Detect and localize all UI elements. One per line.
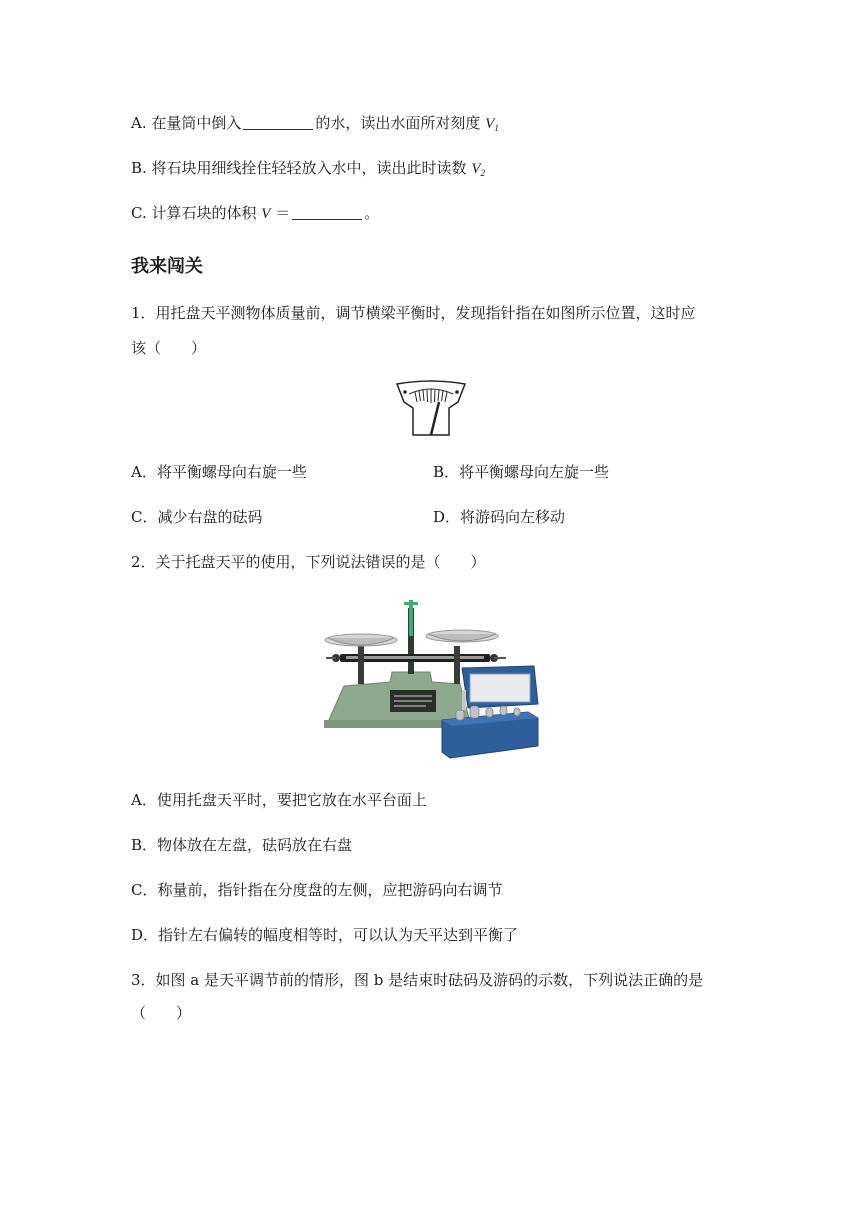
q1-option-d: D．将游码向左移动 <box>433 508 566 526</box>
q2-option-c: C．称量前，指针指在分度盘的左侧，应把游码向右调节 <box>131 881 503 899</box>
intro-line-a <box>131 113 499 138</box>
intro-c-prefix: C. 计算石块的体积 <box>131 204 262 222</box>
var-v: V <box>261 206 271 222</box>
q2-option-d: D．指针左右偏转的幅度相等时，可以认为天平达到平衡了 <box>131 926 519 944</box>
var-v: V <box>485 116 495 132</box>
answer-blank <box>292 205 362 220</box>
answer-blank <box>243 115 313 130</box>
intro-line-c <box>131 203 379 224</box>
subscript: 1 <box>494 123 499 133</box>
q1-option-b: B．将平衡螺母向左旋一些 <box>433 463 610 481</box>
q3-stem-line1: 3．如图 a 是天平调节前的情形，图 b 是结束时砝码及游码的示数，下列说法正确的是 <box>131 971 704 989</box>
q1-option-a: A．将平衡螺母向右旋一些 <box>131 463 307 481</box>
intro-line-b <box>131 158 485 183</box>
intro-c-end: 。 <box>364 204 380 222</box>
q2-option-b: B．物体放在左盘，砝码放在右盘 <box>131 836 353 854</box>
q1-option-c: C．减少右盘的砝码 <box>131 508 263 526</box>
section-title: 我来闯关 <box>131 256 203 277</box>
pointer-dial-figure <box>395 380 467 438</box>
q3-stem-line2: （ ） <box>131 1004 192 1022</box>
intro-c-eq: ＝ <box>270 204 291 222</box>
intro-a-prefix: A. 在量筒中倒入 <box>131 114 242 132</box>
q1-stem-line2: 该（ ） <box>131 339 207 357</box>
subscript: 2 <box>480 168 486 178</box>
intro-a-suffix: 的水，读出水面所对刻度 <box>315 114 486 132</box>
q2-option-a: A．使用托盘天平时，要把它放在水平台面上 <box>131 791 427 809</box>
q1-stem-line1: 1．用托盘天平测物体质量前，调节横梁平衡时，发现指针指在如图所示位置，这时应 <box>131 304 696 322</box>
tray-balance-photo <box>320 594 542 760</box>
intro-b-text: B. 将石块用细线拴住轻轻放入水中，读出此时读数 <box>131 159 472 177</box>
var-v: V <box>471 161 481 177</box>
q2-stem: 2．关于托盘天平的使用，下列说法错误的是（ ） <box>131 553 486 571</box>
